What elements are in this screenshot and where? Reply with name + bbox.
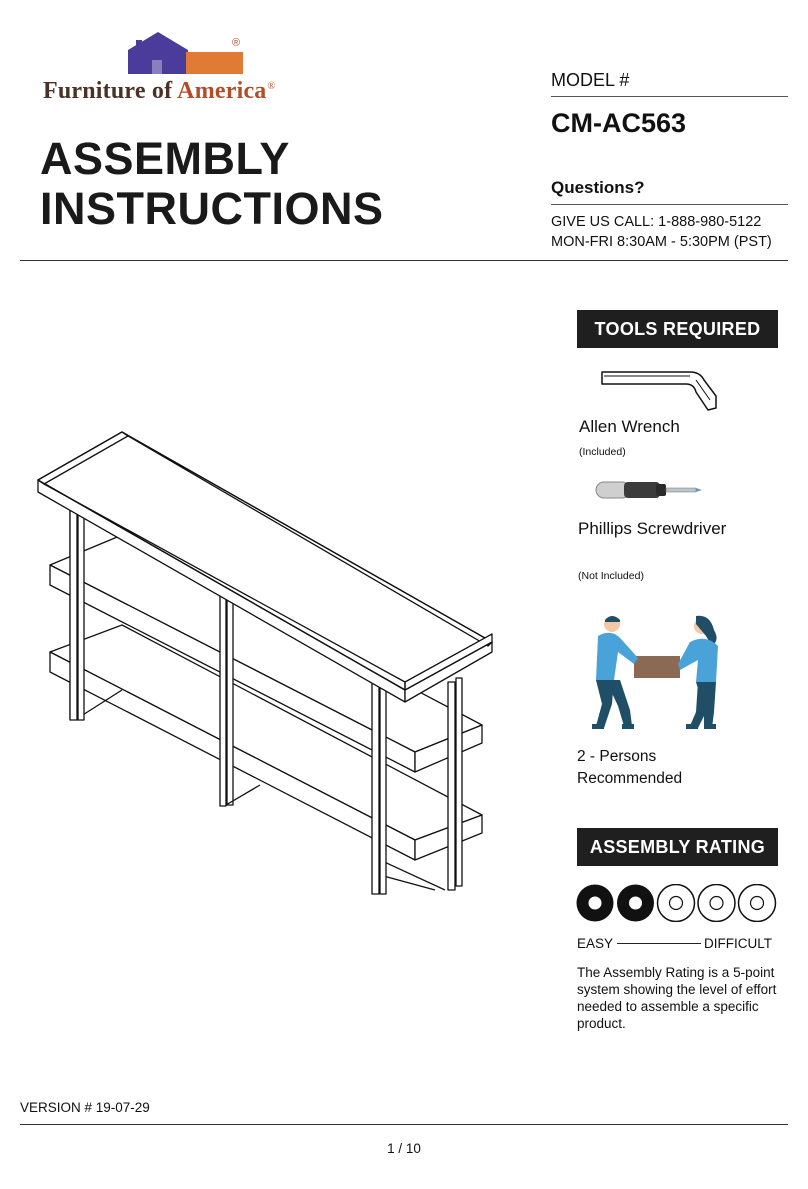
header-divider [20, 260, 788, 261]
allen-wrench-icon [600, 368, 720, 412]
questions-heading: Questions? [551, 178, 645, 197]
assembly-rating-dots [576, 884, 778, 922]
brand-reg-mark: ® [267, 81, 276, 92]
footer-divider [20, 1124, 788, 1125]
hours-line: MON-FRI 8:30AM - 5:30PM (PST) [551, 234, 772, 250]
registered-mark: ® [232, 37, 241, 49]
difficult-label: DIFFICULT [704, 936, 772, 951]
allen-wrench-label: Allen Wrench [579, 417, 680, 436]
difficulty-scale-line [617, 943, 701, 944]
persons-recommendation [577, 746, 757, 790]
brand-name-part1: Furniture of [43, 78, 178, 104]
persons-label-line-1: 2 - Persons [577, 748, 657, 765]
assembly-rating-heading: ASSEMBLY RATING [577, 828, 778, 866]
screwdriver-note: (Not Included) [578, 570, 644, 582]
model-divider [551, 96, 788, 97]
rating-dot-filled [617, 885, 654, 922]
title-line-2: INSTRUCTIONS [40, 183, 384, 234]
screwdriver-label: Phillips Screwdriver [578, 519, 727, 538]
questions-divider [551, 204, 788, 205]
easy-label: EASY [577, 936, 614, 951]
model-number: CM-AC563 [551, 108, 687, 138]
version-label: VERSION # 19-07-29 [20, 1100, 150, 1115]
two-persons-icon [578, 612, 734, 734]
persons-label-line-2: Recommended [577, 770, 683, 787]
tools-required-heading: TOOLS REQUIRED [577, 310, 778, 348]
allen-wrench-note: (Included) [579, 446, 626, 458]
page-title [40, 134, 384, 234]
model-label: MODEL # [551, 70, 630, 90]
phone-line: GIVE US CALL: 1-888-980-5122 [551, 214, 762, 230]
brand-name-part2: America [177, 78, 267, 104]
console-table-illustration [30, 420, 500, 910]
screwdriver-icon [594, 476, 704, 504]
rating-description: The Assembly Rating is a 5-point system showing the level of effort needed to assemble a specific product. [577, 965, 777, 1031]
rating-dot-empty [658, 885, 695, 922]
rating-dot-filled [577, 885, 614, 922]
rating-dot-empty [698, 885, 735, 922]
page-number: 1 / 10 [387, 1141, 421, 1156]
brand-name [43, 78, 275, 105]
rating-dot-empty [739, 885, 776, 922]
title-line-1: ASSEMBLY [40, 133, 290, 184]
